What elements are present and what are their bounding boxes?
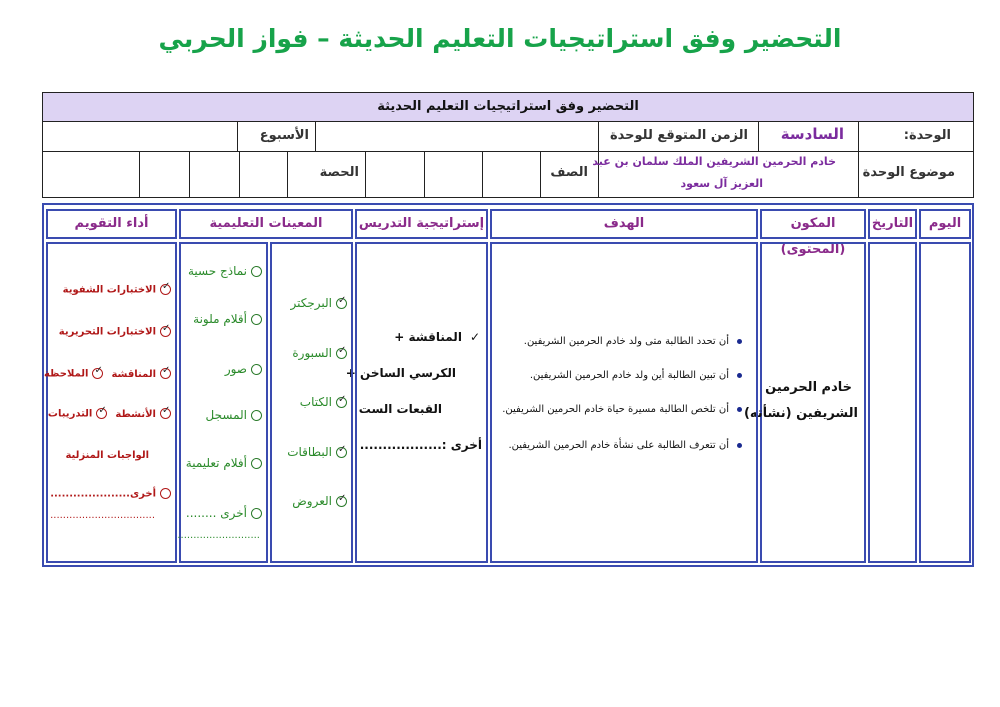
bullet-icon [737,407,742,412]
checked-circle-icon[interactable] [336,397,347,408]
class-value-1 [482,151,540,197]
checked-circle-icon[interactable] [92,368,103,379]
checked-circle-icon[interactable] [96,408,107,419]
header-row-topic [43,151,973,197]
aid-unchecked-item[interactable]: أفلام تعليمية [186,456,262,470]
lesson-grid [42,203,974,567]
objective-item: أن تحدد الطالبة متى ولد خادم الحرمين الشريفين. [524,336,742,347]
assessment-dots: ................................. [50,510,155,521]
aid-unchecked-item[interactable]: صور [225,362,262,376]
col-head-component: المكون (المحتوى) [760,209,866,239]
expected-time-cell [598,121,758,151]
checked-circle-icon[interactable] [336,447,347,458]
aid-unchecked-item[interactable]: أخرى ........ [186,506,262,520]
expected-time-value-cell [315,121,598,151]
period-value-2 [189,151,239,197]
class-value-2 [424,151,482,197]
week-label: الأسبوع [259,128,309,143]
aid-checked-item[interactable]: ✓البطاقات [287,445,347,459]
empty-circle-icon[interactable] [251,266,262,277]
week-label-cell [237,121,315,151]
col-date [868,242,917,563]
page-title: التحضير وفق استراتيجيات التعليم الحديثة – فواز الحربي [158,24,842,53]
checked-circle-icon[interactable] [160,284,171,295]
empty-circle-icon[interactable] [251,458,262,469]
col-strategy [345,242,488,563]
col-head-objective: الهدف [490,209,758,239]
component-line2: الشريفين (نشأته) [743,406,858,421]
col-aids-unchecked [179,242,268,563]
aid-unchecked-item[interactable]: المسجل [206,408,262,422]
empty-circle-icon[interactable] [251,364,262,375]
assessment-homework: الواجبات المنزلية [65,450,149,461]
period-value-1 [239,151,287,197]
checked-circle-icon[interactable] [160,326,171,337]
unit-topic-line1: خادم الحرمين الشريفين الملك سلمان بن عبد [592,155,836,168]
col-assessment [43,242,177,563]
topic-label-cell [858,151,973,197]
col-head-date: التاريخ [868,209,917,239]
col-objective [490,242,758,563]
period-label: الحصة [319,165,359,180]
class-label-cell [540,151,598,197]
unit-label: الوحدة: [903,128,951,143]
unit-value-cell [758,121,858,151]
unit-topic-line2: العزيز آل سعود [680,177,763,190]
aid-checked-item[interactable]: ✓السبورة [292,346,347,360]
col-day [919,242,971,563]
checked-circle-icon[interactable] [336,496,347,507]
header-row-unit [43,121,973,152]
aid-checked-item[interactable]: ✓البرجكتر [290,296,347,310]
strategy-line1: ✓المناقشة + [394,330,480,344]
unit-value: السادسة [780,125,844,143]
aid-unchecked-item[interactable]: نماذج حسية [188,264,262,278]
empty-circle-icon[interactable] [251,314,262,325]
bullet-icon [737,443,742,448]
aids-dots: .......................... [177,530,260,541]
col-head-day: اليوم [919,209,971,239]
checked-circle-icon[interactable] [336,298,347,309]
strategy-line3: القبعات الست [358,402,442,416]
aid-checked-item[interactable]: ✓الكتاب [300,395,347,409]
checked-circle-icon[interactable] [336,348,347,359]
header-band: التحضير وفق استراتيجيات التعليم الحديثة [43,93,973,122]
col-head-strategy: إستراتيجية التدريس [355,209,488,239]
col-head-assessment: أداء التقويم [46,209,177,239]
checked-circle-icon[interactable] [160,368,171,379]
empty-circle-icon[interactable] [160,488,171,499]
topic-value-cell [592,151,858,197]
bullet-icon [737,373,742,378]
empty-circle-icon[interactable] [251,410,262,421]
col-head-aids: المعينات التعليمية [179,209,353,239]
assessment-other[interactable]: أخرى..................... [50,488,171,500]
strategy-line2: الكرسي الساخن + [345,366,456,380]
aid-checked-item[interactable]: ✓العروض [292,494,347,508]
strategy-line4: أخرى :.................. [359,438,482,452]
period-label-cell [287,151,365,197]
class-label: الصف [550,165,588,180]
period-value-4 [43,151,139,197]
objective-item: أن تلخص الطالبة مسيرة حياة خادم الحرمين الشريفين. [502,404,742,415]
unit-label-cell [858,121,973,151]
lesson-header [42,92,974,198]
expected-time-label: الزمن المتوقع للوحدة [609,128,748,143]
col-component [743,242,866,563]
empty-circle-icon[interactable] [251,508,262,519]
col-aids-checked [270,242,353,563]
check-icon: ✓ [469,330,480,344]
assessment-observation[interactable]: ✓المناقشة✓الملاحظة [44,368,171,380]
component-line1: خادم الحرمين [765,380,852,395]
period-value-3 [139,151,189,197]
week-value-cell [43,121,237,151]
unit-topic-label: موضوع الوحدة [862,165,955,180]
objective-item: أن تبين الطالبة أين ولد خادم الحرمين الشريفين. [530,370,742,381]
class-value-3 [365,151,424,197]
checked-circle-icon[interactable] [160,408,171,419]
objective-item: أن تتعرف الطالبة على نشأة خادم الحرمين الشريفين. [508,440,742,451]
assessment-activities[interactable]: ✓الأنشطة✓التدريبات [48,408,171,420]
bullet-icon [737,339,742,344]
aid-unchecked-item[interactable]: أقلام ملونة [193,312,262,326]
assessment-written[interactable]: ✓الاختبارات التحريرية [59,326,171,338]
assessment-oral[interactable]: ✓الاختبارات الشفوية [63,284,171,296]
